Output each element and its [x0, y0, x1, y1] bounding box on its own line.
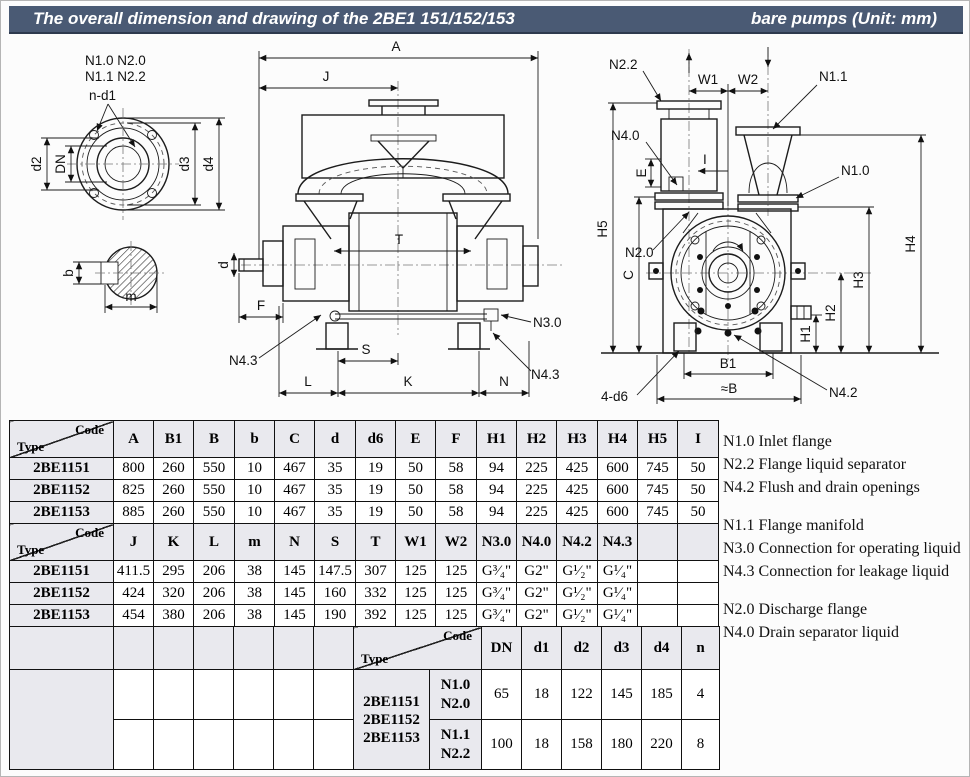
- row-type: 2BE1151: [10, 561, 114, 583]
- col-header: N4.2: [557, 524, 598, 561]
- dim-label-d3: d3: [177, 156, 192, 172]
- cell-empty: [234, 720, 274, 770]
- col-header: DN: [482, 627, 522, 670]
- flange-table: [9, 626, 720, 770]
- dim-label-m: m: [125, 289, 137, 304]
- cell: 147.5: [315, 561, 356, 583]
- cell-empty: [10, 627, 114, 670]
- cell: 8: [682, 720, 720, 770]
- col-header: S: [315, 524, 356, 561]
- cell: 125: [396, 561, 436, 583]
- table-row: [10, 583, 719, 605]
- col-header: C: [275, 421, 315, 458]
- cell: 50: [678, 480, 719, 502]
- cell: 125: [396, 583, 436, 605]
- dim-label-C: C: [621, 270, 636, 280]
- cell: G³⁄₄": [477, 561, 517, 583]
- cell: 411.5: [114, 561, 154, 583]
- cell: G¹⁄₄": [598, 583, 638, 605]
- cell-empty: [678, 561, 719, 583]
- cell: 425: [557, 502, 598, 524]
- cell-empty: [10, 670, 114, 770]
- col-header: d: [315, 421, 356, 458]
- col-header: N4.0: [517, 524, 557, 561]
- cell-empty: [314, 720, 354, 770]
- col-header: d3: [602, 627, 642, 670]
- legend-group: [723, 430, 961, 499]
- cell-empty: [234, 627, 274, 670]
- flange-code: N2.2: [440, 745, 471, 762]
- col-header: N3.0: [477, 524, 517, 561]
- cell: 38: [235, 605, 275, 627]
- cell: 745: [638, 502, 678, 524]
- label-n42: N4.2: [829, 385, 858, 400]
- flange-code: N1.1: [440, 726, 471, 743]
- cell: 19: [356, 458, 396, 480]
- cell: 35: [315, 480, 356, 502]
- cell: 50: [678, 502, 719, 524]
- cell-empty: [114, 627, 154, 670]
- cell: 424: [114, 583, 154, 605]
- col-header-empty: [678, 524, 719, 561]
- cell: 50: [396, 458, 436, 480]
- dim-label-b: b: [61, 269, 76, 277]
- col-header: B: [194, 421, 235, 458]
- dim-label-dn: DN: [53, 154, 68, 174]
- row-type: 2BE1151: [10, 458, 114, 480]
- flange-view: [29, 53, 225, 220]
- cell: 38: [235, 561, 275, 583]
- cell: 467: [275, 458, 315, 480]
- cell: 380: [154, 605, 194, 627]
- table-row: [10, 502, 719, 524]
- cell: 19: [356, 502, 396, 524]
- label-n43-left: N4.3: [229, 353, 258, 368]
- col-header: H3: [557, 421, 598, 458]
- cell: 206: [194, 605, 235, 627]
- dim-label-w1: W1: [697, 72, 719, 87]
- cell: 467: [275, 480, 315, 502]
- col-header: T: [356, 524, 396, 561]
- label-n22: N2.2: [609, 57, 638, 72]
- pump-front-view: [216, 39, 563, 397]
- label-n43-right: N4.3: [531, 367, 560, 382]
- corner-type: Type: [17, 542, 45, 557]
- cell-empty: [114, 720, 154, 770]
- cell: 94: [477, 502, 517, 524]
- cell: G³⁄₄": [477, 583, 517, 605]
- row-type: 2BE1152: [10, 480, 114, 502]
- col-header: J: [114, 524, 154, 561]
- corner-code: Code: [75, 525, 104, 540]
- cell: 225: [517, 502, 557, 524]
- cell: 100: [482, 720, 522, 770]
- cell-empty: [194, 670, 234, 720]
- cell: 425: [557, 458, 598, 480]
- title-bar: [9, 6, 963, 34]
- table-row: [10, 458, 719, 480]
- cell: 467: [275, 502, 315, 524]
- cell: 295: [154, 561, 194, 583]
- cell: 885: [114, 502, 154, 524]
- cell-empty: [314, 627, 354, 670]
- cell-empty: [154, 670, 194, 720]
- col-header: d2: [562, 627, 602, 670]
- dim-label-A: A: [391, 39, 401, 54]
- cell: 550: [194, 480, 235, 502]
- page-title: The overall dimension and drawing of the 2BE1 151/152/153: [33, 9, 515, 28]
- label-n40: N4.0: [611, 128, 640, 143]
- cell: 125: [396, 605, 436, 627]
- table-row: [10, 480, 719, 502]
- cell: 122: [562, 670, 602, 720]
- cell: 260: [154, 458, 194, 480]
- col-header: d6: [356, 421, 396, 458]
- corner-cell: [354, 627, 482, 670]
- cell: 58: [436, 480, 477, 502]
- col-header: N: [275, 524, 315, 561]
- legend-item: N1.0 Inlet flange: [723, 433, 832, 450]
- cell: 600: [598, 458, 638, 480]
- cell: 600: [598, 502, 638, 524]
- dim-label-h5: H5: [595, 220, 610, 238]
- cell: 745: [638, 480, 678, 502]
- dim-label-S: S: [361, 342, 371, 357]
- cell: 145: [602, 670, 642, 720]
- dim-label-b1: B1: [719, 356, 737, 371]
- dim-label-h1: H1: [798, 325, 813, 343]
- cell-empty: [154, 627, 194, 670]
- cell: 550: [194, 458, 235, 480]
- dimension-table-1: [9, 420, 719, 524]
- label-n11: N1.1: [819, 69, 848, 84]
- cell: G¹⁄₄": [598, 605, 638, 627]
- col-header: I: [678, 421, 719, 458]
- dim-label-L: L: [304, 374, 312, 389]
- cell: 225: [517, 480, 557, 502]
- col-header: d1: [522, 627, 562, 670]
- cell: 145: [275, 561, 315, 583]
- cell: 35: [315, 502, 356, 524]
- flange-codes: [430, 720, 482, 770]
- flange-type: 2BE1153: [363, 729, 420, 746]
- table2-header-row: [10, 524, 719, 561]
- cell: 332: [356, 583, 396, 605]
- cell: 18: [522, 720, 562, 770]
- dim-label-J: J: [322, 69, 330, 84]
- cell: 307: [356, 561, 396, 583]
- cell: 185: [642, 670, 682, 720]
- row-type: 2BE1153: [10, 502, 114, 524]
- cell: 125: [436, 561, 477, 583]
- legend-item: N1.1 Flange manifold: [723, 517, 864, 534]
- cell: 94: [477, 480, 517, 502]
- cell: 50: [396, 480, 436, 502]
- cell: 745: [638, 458, 678, 480]
- cell: 260: [154, 480, 194, 502]
- label-4-d6: 4-d6: [601, 389, 629, 404]
- flange-types: [354, 670, 430, 770]
- col-header: d4: [642, 627, 682, 670]
- flange-codes: [430, 670, 482, 720]
- cell: 260: [154, 502, 194, 524]
- page-title-unit: bare pumps (Unit: mm): [750, 9, 937, 28]
- dim-label-d2: d2: [29, 156, 44, 172]
- dim-label-w2: W2: [737, 72, 759, 87]
- cell: G2": [517, 605, 557, 627]
- cell: 50: [396, 502, 436, 524]
- col-header: H5: [638, 421, 678, 458]
- dim-label-d: d: [216, 261, 231, 269]
- cell: 65: [482, 670, 522, 720]
- cell-empty: [314, 670, 354, 720]
- flange-type: 2BE1152: [363, 711, 420, 728]
- connection-legend: [723, 430, 961, 659]
- corner-code: Code: [443, 628, 472, 643]
- dimension-drawing: [1, 1, 970, 421]
- cell: 160: [315, 583, 356, 605]
- col-header: N4.3: [598, 524, 638, 561]
- corner-code: Code: [75, 422, 104, 437]
- cell-empty: [274, 627, 314, 670]
- cell: 206: [194, 583, 235, 605]
- cell: G¹⁄₂": [557, 605, 598, 627]
- cell: 190: [315, 605, 356, 627]
- cell: 550: [194, 502, 235, 524]
- cell: 58: [436, 502, 477, 524]
- col-header: F: [436, 421, 477, 458]
- dim-label-approx-b: ≈B: [720, 381, 738, 396]
- dimension-tables: [9, 420, 720, 770]
- cell-empty: [638, 561, 678, 583]
- corner-cell: [10, 524, 114, 561]
- cell: 180: [602, 720, 642, 770]
- cell-empty: [154, 720, 194, 770]
- cell-empty: [114, 670, 154, 720]
- table3-header-row: [10, 627, 720, 670]
- corner-type: Type: [17, 439, 45, 454]
- cell: 38: [235, 583, 275, 605]
- dim-label-d4: d4: [201, 156, 216, 172]
- cell-empty: [678, 583, 719, 605]
- dim-label-I: I: [703, 152, 707, 167]
- col-header: A: [114, 421, 154, 458]
- cell: 800: [114, 458, 154, 480]
- bolt-hole-label: n-d1: [89, 88, 117, 103]
- label-n20: N2.0: [625, 245, 654, 260]
- cell: 50: [678, 458, 719, 480]
- cell: 10: [235, 480, 275, 502]
- legend-item: N4.2 Flush and drain openings: [723, 479, 920, 496]
- pump-side-view: [595, 47, 939, 404]
- col-header: E: [396, 421, 436, 458]
- cell: 4: [682, 670, 720, 720]
- cell: 392: [356, 605, 396, 627]
- flange-code: N1.0: [440, 676, 471, 693]
- shaft-section-view: [61, 241, 167, 313]
- cell-empty: [194, 720, 234, 770]
- legend-item: N4.3 Connection for leakage liquid: [723, 563, 950, 580]
- label-n30: N3.0: [533, 315, 562, 330]
- cell: G¹⁄₄": [598, 561, 638, 583]
- table1-header-row: [10, 421, 719, 458]
- col-header: W1: [396, 524, 436, 561]
- cell-empty: [274, 720, 314, 770]
- legend-item: N4.0 Drain separator liquid: [723, 624, 899, 641]
- cell-empty: [678, 605, 719, 627]
- cell: 454: [114, 605, 154, 627]
- cell: G¹⁄₂": [557, 561, 598, 583]
- cell: 58: [436, 458, 477, 480]
- table-row: [10, 605, 719, 627]
- cell: 320: [154, 583, 194, 605]
- cell: 10: [235, 458, 275, 480]
- dim-label-h3: H3: [851, 271, 866, 289]
- cell: 18: [522, 670, 562, 720]
- flange-codes-line2: N1.1 N2.2: [85, 69, 146, 84]
- cell: 206: [194, 561, 235, 583]
- col-header: b: [235, 421, 275, 458]
- flange-type: 2BE1151: [363, 693, 420, 710]
- col-header: W2: [436, 524, 477, 561]
- corner-type: Type: [361, 651, 389, 666]
- table-row: [10, 561, 719, 583]
- col-header-empty: [638, 524, 678, 561]
- legend-group: [723, 514, 961, 583]
- legend-item: N2.0 Discharge flange: [723, 601, 868, 618]
- cell: G³⁄₄": [477, 605, 517, 627]
- cell-empty: [234, 670, 274, 720]
- dim-label-N: N: [499, 374, 509, 389]
- cell: 225: [517, 458, 557, 480]
- cell-empty: [194, 627, 234, 670]
- cell-empty: [638, 605, 678, 627]
- dim-label-E: E: [634, 168, 649, 178]
- dim-label-F: F: [256, 298, 266, 313]
- cell: 145: [275, 605, 315, 627]
- cell: 19: [356, 480, 396, 502]
- row-type: 2BE1153: [10, 605, 114, 627]
- cell: G2": [517, 583, 557, 605]
- cell: 125: [436, 605, 477, 627]
- col-header: K: [154, 524, 194, 561]
- cell: 145: [275, 583, 315, 605]
- legend-group: [723, 598, 961, 644]
- dim-label-h4: H4: [903, 235, 918, 253]
- label-n10: N1.0: [841, 163, 870, 178]
- cell: 35: [315, 458, 356, 480]
- cell: G¹⁄₂": [557, 583, 598, 605]
- flange-code: N2.0: [440, 695, 471, 712]
- cell-empty: [638, 583, 678, 605]
- row-type: 2BE1152: [10, 583, 114, 605]
- dim-label-h2: H2: [823, 304, 838, 322]
- cell: 600: [598, 480, 638, 502]
- cell: 125: [436, 583, 477, 605]
- col-header: H1: [477, 421, 517, 458]
- col-header: B1: [154, 421, 194, 458]
- cell: 425: [557, 480, 598, 502]
- cell: 825: [114, 480, 154, 502]
- col-header: H4: [598, 421, 638, 458]
- corner-cell: [10, 421, 114, 458]
- col-header: n: [682, 627, 720, 670]
- cell: 158: [562, 720, 602, 770]
- cell: 94: [477, 458, 517, 480]
- cell: G2": [517, 561, 557, 583]
- col-header: m: [235, 524, 275, 561]
- legend-item: N2.2 Flange liquid separator: [723, 456, 907, 473]
- dim-label-K: K: [403, 374, 413, 389]
- legend-item: N3.0 Connection for operating liquid: [723, 540, 961, 557]
- cell: 10: [235, 502, 275, 524]
- cell: 220: [642, 720, 682, 770]
- col-header: H2: [517, 421, 557, 458]
- dimension-table-2: [9, 523, 719, 627]
- dim-label-T: T: [394, 232, 404, 247]
- col-header: L: [194, 524, 235, 561]
- table-row: [10, 670, 720, 720]
- cell-empty: [274, 670, 314, 720]
- flange-codes-line1: N1.0 N2.0: [85, 53, 146, 68]
